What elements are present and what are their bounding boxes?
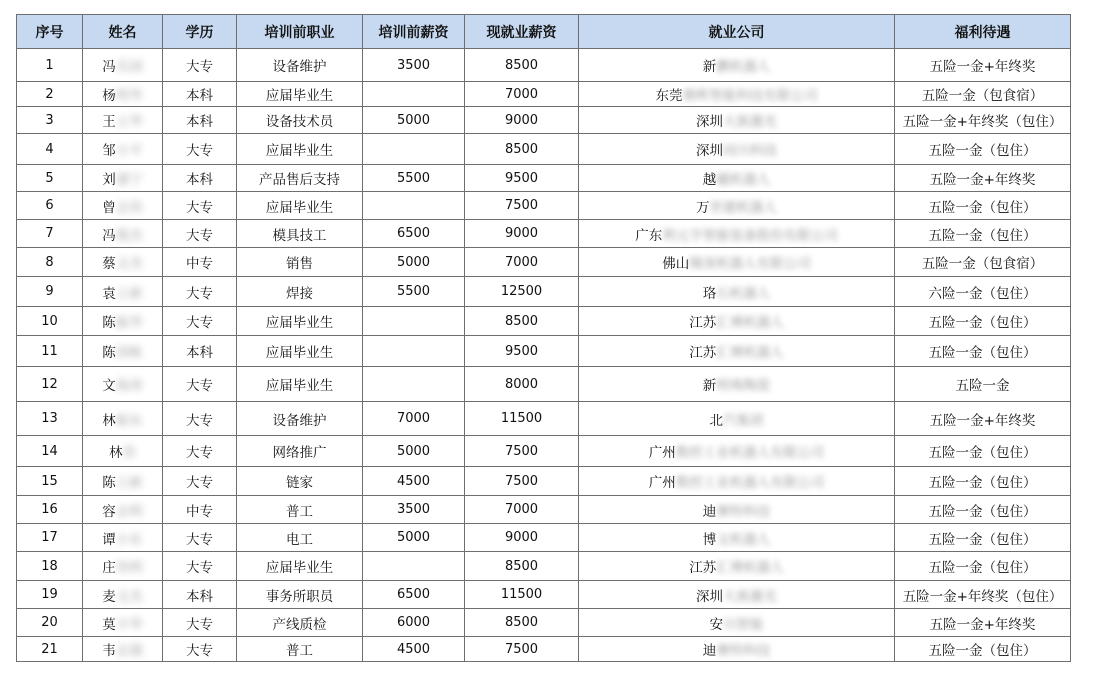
- cell-welfare: 五险一金（包住）: [895, 134, 1071, 165]
- cell-education: 大专: [163, 402, 237, 436]
- name-visible: 韦: [102, 643, 116, 659]
- cell-id: 2: [17, 82, 83, 107]
- table-row: [17, 165, 1071, 192]
- header-company: 就业公司: [579, 15, 895, 49]
- cell-name: [83, 82, 163, 107]
- company-visible: 深圳: [696, 588, 723, 605]
- name-visible: 林: [109, 445, 123, 461]
- cell-previous-job: 产品售后支持: [237, 165, 363, 192]
- name-visible: 蔡: [102, 256, 116, 272]
- cell-company: [579, 581, 895, 609]
- cell-welfare: 五险一金+年终奖（包住）: [895, 107, 1071, 134]
- name-visible: 庄: [102, 560, 116, 576]
- cell-education: 大专: [163, 367, 237, 402]
- cell-education: 本科: [163, 107, 237, 134]
- cell-id: 6: [17, 192, 83, 220]
- cell-previous-salary: 3500: [363, 49, 465, 82]
- cell-company: [579, 552, 895, 581]
- cell-education: 大专: [163, 134, 237, 165]
- cell-id: 16: [17, 496, 83, 524]
- company-visible: 新: [702, 59, 717, 75]
- cell-previous-job: 设备维护: [237, 402, 363, 436]
- cell-welfare: 五险一金（包住）: [895, 192, 1071, 220]
- cell-previous-job: 设备维护: [237, 49, 363, 82]
- cell-education: 中专: [163, 248, 237, 277]
- cell-company: [579, 49, 895, 82]
- cell-previous-salary: 5500: [363, 277, 465, 307]
- cell-id: 5: [17, 165, 83, 192]
- cell-previous-salary: [363, 552, 465, 581]
- cell-previous-salary: 4500: [363, 467, 465, 496]
- cell-name: [83, 467, 163, 496]
- cell-previous-job: 普工: [237, 496, 363, 524]
- cell-name: [83, 277, 163, 307]
- cell-current-salary: 8500: [465, 609, 579, 637]
- cell-current-salary: 7500: [465, 192, 579, 220]
- name-visible: 曾: [102, 199, 116, 216]
- table-row: [17, 496, 1071, 524]
- cell-company: [579, 496, 895, 524]
- cell-current-salary: 8500: [465, 134, 579, 165]
- name-visible: 袁: [102, 285, 116, 302]
- cell-name: [83, 336, 163, 367]
- cell-id: 3: [17, 107, 83, 134]
- cell-previous-job: 应届毕业生: [237, 307, 363, 336]
- table-row: [17, 402, 1071, 436]
- cell-name: [83, 192, 163, 220]
- cell-previous-salary: [363, 336, 465, 367]
- cell-welfare: 五险一金: [895, 367, 1071, 402]
- company-redacted: 疆机器人: [716, 172, 771, 188]
- cell-welfare: 五险一金（包住）: [895, 436, 1071, 467]
- cell-name: [83, 496, 163, 524]
- cell-id: 7: [17, 220, 83, 248]
- cell-company: [579, 402, 895, 436]
- cell-education: 大专: [163, 436, 237, 467]
- header-previous-salary: 培训前薪资: [363, 15, 465, 49]
- cell-previous-job: 应届毕业生: [237, 82, 363, 107]
- cell-name: [83, 552, 163, 581]
- name-redacted: 俊杰: [115, 227, 143, 244]
- name-visible: 文: [102, 378, 116, 394]
- cell-current-salary: 7000: [465, 496, 579, 524]
- table-row: [17, 107, 1071, 134]
- cell-previous-salary: 5000: [363, 436, 465, 467]
- cell-welfare: 五险一金（包住）: [895, 524, 1071, 552]
- cell-welfare: 五险一金+年终奖: [895, 402, 1071, 436]
- cell-id: 17: [17, 524, 83, 552]
- table-row: [17, 524, 1071, 552]
- cell-welfare: 五险一金（包住）: [895, 637, 1071, 662]
- name-redacted: 志明: [115, 503, 143, 520]
- cell-id: 19: [17, 581, 83, 609]
- cell-education: 大专: [163, 524, 237, 552]
- cell-previous-job: 模具技工: [237, 220, 363, 248]
- company-visible: 万: [696, 199, 710, 216]
- cell-company: [579, 107, 895, 134]
- company-visible: 江苏: [689, 315, 717, 331]
- cell-education: 大专: [163, 192, 237, 220]
- company-redacted: 数控工业机器人有限公司: [675, 445, 825, 461]
- company-visible: 博: [702, 531, 717, 548]
- cell-previous-salary: 4500: [363, 637, 465, 662]
- cell-previous-job: 销售: [237, 248, 363, 277]
- company-redacted: 利元亨智能装备股份有限公司: [662, 227, 838, 244]
- name-redacted: 小东: [115, 531, 143, 548]
- cell-previous-salary: 6000: [363, 609, 465, 637]
- cell-name: [83, 367, 163, 402]
- cell-previous-job: 链家: [237, 467, 363, 496]
- cell-current-salary: 8000: [465, 367, 579, 402]
- company-redacted: 文机器人: [716, 531, 771, 548]
- cell-current-salary: 8500: [465, 552, 579, 581]
- name-visible: 陈: [102, 345, 116, 361]
- cell-id: 13: [17, 402, 83, 436]
- company-visible: 深圳: [696, 143, 723, 159]
- cell-company: [579, 637, 895, 662]
- company-redacted: 明珠陶瓷: [716, 378, 771, 394]
- cell-name: [83, 581, 163, 609]
- cell-company: [579, 609, 895, 637]
- company-redacted: 汇博机器人: [716, 560, 784, 576]
- cell-welfare: 五险一金（包住）: [895, 552, 1071, 581]
- cell-id: 11: [17, 336, 83, 367]
- company-redacted: 汇博机器人: [716, 345, 784, 361]
- name-visible: 邹: [102, 143, 116, 159]
- cell-id: 1: [17, 49, 83, 82]
- company-visible: 北: [709, 412, 723, 429]
- cell-education: 本科: [163, 165, 237, 192]
- cell-name: [83, 49, 163, 82]
- cell-current-salary: 7500: [465, 637, 579, 662]
- cell-company: [579, 82, 895, 107]
- cell-previous-job: 应届毕业生: [237, 367, 363, 402]
- cell-current-salary: 7000: [465, 248, 579, 277]
- name-redacted: 立华: [115, 114, 143, 130]
- cell-name: [83, 637, 163, 662]
- header-id: 序号: [17, 15, 83, 49]
- company-redacted: 鼎晖智能科技有限公司: [682, 88, 818, 104]
- name-visible: 刘: [102, 172, 116, 188]
- name-redacted: 小平: [115, 143, 143, 159]
- cell-current-salary: 9500: [465, 165, 579, 192]
- cell-welfare: 五险一金+年终奖: [895, 165, 1071, 192]
- employment-table: [16, 14, 1071, 662]
- name-redacted: 海涛: [115, 378, 143, 394]
- cell-company: [579, 134, 895, 165]
- table-row: [17, 82, 1071, 107]
- cell-previous-salary: 5000: [363, 248, 465, 277]
- company-visible: 广州: [648, 475, 676, 491]
- table-row: [17, 49, 1071, 82]
- cell-current-salary: 12500: [465, 277, 579, 307]
- cell-previous-salary: [363, 192, 465, 220]
- table-row: [17, 436, 1071, 467]
- cell-previous-salary: 5000: [363, 107, 465, 134]
- company-redacted: 赛特科技: [716, 503, 771, 520]
- name-visible: 杨: [102, 88, 116, 104]
- cell-previous-salary: 7000: [363, 402, 465, 436]
- employment-table-container: [16, 14, 1071, 662]
- cell-company: [579, 248, 895, 277]
- name-visible: 冯: [102, 59, 116, 75]
- table-row: [17, 336, 1071, 367]
- cell-education: 大专: [163, 552, 237, 581]
- company-visible: 深圳: [696, 114, 723, 130]
- cell-previous-salary: [363, 134, 465, 165]
- cell-id: 9: [17, 277, 83, 307]
- name-redacted: 文杰: [115, 588, 143, 605]
- company-redacted: 汽集团: [723, 412, 764, 429]
- cell-name: [83, 134, 163, 165]
- cell-education: 中专: [163, 496, 237, 524]
- header-previous-job: 培训前职业: [237, 15, 363, 49]
- company-redacted: 大族激光: [723, 114, 777, 130]
- name-visible: 陈: [102, 475, 116, 491]
- name-redacted: 伟明: [115, 560, 143, 576]
- company-redacted: 川智能: [723, 616, 764, 633]
- company-visible: 东莞: [655, 88, 683, 104]
- name-visible: 容: [102, 503, 116, 520]
- cell-previous-job: 应届毕业生: [237, 336, 363, 367]
- header-welfare: 福利待遇: [895, 15, 1071, 49]
- name-redacted: 建宁: [115, 172, 143, 188]
- table-row: [17, 467, 1071, 496]
- cell-welfare: 五险一金+年终奖: [895, 609, 1071, 637]
- name-visible: 林: [102, 412, 116, 429]
- cell-current-salary: 11500: [465, 581, 579, 609]
- cell-name: [83, 436, 163, 467]
- name-visible: 谭: [102, 531, 116, 548]
- header-name: 姓名: [83, 15, 163, 49]
- company-visible: 广州: [648, 445, 676, 461]
- cell-previous-salary: 5000: [363, 524, 465, 552]
- name-redacted: 志强: [115, 643, 143, 659]
- cell-name: [83, 107, 163, 134]
- cell-id: 18: [17, 552, 83, 581]
- company-redacted: 大族激光: [723, 588, 777, 605]
- name-visible: 冯: [102, 227, 116, 244]
- cell-welfare: 六险一金（包住）: [895, 277, 1071, 307]
- cell-previous-job: 网络推广: [237, 436, 363, 467]
- header-row: [17, 15, 1071, 49]
- name-redacted: 浩: [122, 445, 136, 461]
- cell-id: 14: [17, 436, 83, 467]
- company-visible: 迪: [702, 643, 717, 659]
- cell-previous-salary: [363, 367, 465, 402]
- cell-welfare: 五险一金（包住）: [895, 220, 1071, 248]
- cell-previous-job: 焊接: [237, 277, 363, 307]
- cell-name: [83, 402, 163, 436]
- name-redacted: 明华: [115, 88, 143, 104]
- cell-name: [83, 165, 163, 192]
- cell-previous-job: 设备技术员: [237, 107, 363, 134]
- cell-name: [83, 220, 163, 248]
- name-redacted: 振东: [115, 412, 143, 429]
- cell-current-salary: 7500: [465, 467, 579, 496]
- cell-previous-salary: [363, 307, 465, 336]
- cell-id: 15: [17, 467, 83, 496]
- company-visible: 迪: [702, 503, 717, 520]
- name-redacted: 少华: [115, 616, 143, 633]
- company-visible: 安: [709, 616, 723, 633]
- cell-id: 20: [17, 609, 83, 637]
- company-redacted: 同川科技: [723, 143, 777, 159]
- name-visible: 王: [102, 114, 116, 130]
- company-redacted: 石机器人: [716, 285, 771, 302]
- cell-education: 大专: [163, 49, 237, 82]
- cell-company: [579, 524, 895, 552]
- company-redacted: 数控工业机器人有限公司: [675, 475, 825, 491]
- cell-education: 大专: [163, 609, 237, 637]
- table-row: [17, 637, 1071, 662]
- cell-welfare: 五险一金+年终奖: [895, 49, 1071, 82]
- cell-current-salary: 9500: [465, 336, 579, 367]
- company-visible: 新: [702, 378, 717, 394]
- cell-company: [579, 277, 895, 307]
- cell-company: [579, 467, 895, 496]
- cell-previous-salary: [363, 82, 465, 107]
- company-visible: 江苏: [689, 345, 717, 361]
- cell-current-salary: 11500: [465, 402, 579, 436]
- company-visible: 越: [702, 172, 717, 188]
- table-row: [17, 220, 1071, 248]
- name-redacted: 立新: [115, 285, 143, 302]
- cell-previous-salary: 6500: [363, 220, 465, 248]
- name-redacted: 志伟: [115, 199, 143, 216]
- table-row: [17, 609, 1071, 637]
- cell-previous-job: 应届毕业生: [237, 192, 363, 220]
- cell-education: 大专: [163, 637, 237, 662]
- company-visible: 江苏: [689, 560, 717, 576]
- cell-education: 本科: [163, 82, 237, 107]
- table-row: [17, 134, 1071, 165]
- cell-welfare: 五险一金（包住）: [895, 467, 1071, 496]
- cell-welfare: 五险一金（包食宿）: [895, 248, 1071, 277]
- cell-current-salary: 7500: [465, 436, 579, 467]
- name-redacted: 乐园: [115, 59, 143, 75]
- name-redacted: 国栋: [115, 345, 143, 361]
- table-row: [17, 248, 1071, 277]
- table-body: [17, 49, 1071, 662]
- table-row: [17, 277, 1071, 307]
- cell-welfare: 五险一金（包住）: [895, 496, 1071, 524]
- cell-name: [83, 307, 163, 336]
- cell-previous-job: 电工: [237, 524, 363, 552]
- cell-current-salary: 8500: [465, 307, 579, 336]
- header-education: 学历: [163, 15, 237, 49]
- cell-current-salary: 8500: [465, 49, 579, 82]
- table-row: [17, 552, 1071, 581]
- cell-current-salary: 9000: [465, 220, 579, 248]
- table-row: [17, 367, 1071, 402]
- cell-current-salary: 7000: [465, 82, 579, 107]
- cell-current-salary: 9000: [465, 524, 579, 552]
- company-redacted: 隆深机器人有限公司: [689, 256, 811, 272]
- cell-welfare: 五险一金（包住）: [895, 307, 1071, 336]
- cell-company: [579, 165, 895, 192]
- cell-education: 大专: [163, 277, 237, 307]
- company-visible: 广东: [635, 227, 663, 244]
- name-visible: 麦: [102, 588, 116, 605]
- cell-welfare: 五险一金（包食宿）: [895, 82, 1071, 107]
- name-redacted: 文杰: [115, 256, 143, 272]
- cell-company: [579, 367, 895, 402]
- cell-previous-job: 应届毕业生: [237, 134, 363, 165]
- header-current-salary: 现就业薪资: [465, 15, 579, 49]
- company-visible: 珞: [702, 285, 717, 302]
- cell-previous-job: 普工: [237, 637, 363, 662]
- cell-id: 10: [17, 307, 83, 336]
- cell-previous-salary: 6500: [363, 581, 465, 609]
- cell-previous-salary: 5500: [363, 165, 465, 192]
- cell-name: [83, 609, 163, 637]
- table-row: [17, 581, 1071, 609]
- cell-education: 本科: [163, 336, 237, 367]
- cell-id: 8: [17, 248, 83, 277]
- cell-current-salary: 9000: [465, 107, 579, 134]
- name-visible: 陈: [102, 315, 116, 331]
- cell-name: [83, 524, 163, 552]
- name-visible: 莫: [102, 616, 116, 633]
- table-row: [17, 192, 1071, 220]
- cell-company: [579, 436, 895, 467]
- cell-previous-salary: 3500: [363, 496, 465, 524]
- cell-welfare: 五险一金（包住）: [895, 336, 1071, 367]
- name-redacted: 振华: [115, 315, 143, 331]
- table-row: [17, 307, 1071, 336]
- company-redacted: 赛特科技: [716, 643, 771, 659]
- company-visible: 佛山: [662, 256, 690, 272]
- cell-previous-job: 产线质检: [237, 609, 363, 637]
- cell-education: 本科: [163, 581, 237, 609]
- cell-previous-job: 应届毕业生: [237, 552, 363, 581]
- cell-name: [83, 248, 163, 277]
- cell-welfare: 五险一金+年终奖（包住）: [895, 581, 1071, 609]
- cell-id: 12: [17, 367, 83, 402]
- cell-education: 大专: [163, 467, 237, 496]
- company-redacted: 世德机器人: [709, 199, 777, 216]
- cell-id: 4: [17, 134, 83, 165]
- cell-education: 大专: [163, 220, 237, 248]
- company-redacted: 汇博机器人: [716, 315, 784, 331]
- name-redacted: 立新: [115, 475, 143, 491]
- cell-company: [579, 220, 895, 248]
- cell-previous-job: 事务所职员: [237, 581, 363, 609]
- cell-company: [579, 307, 895, 336]
- company-redacted: 鹏机器人: [716, 59, 771, 75]
- cell-company: [579, 336, 895, 367]
- cell-company: [579, 192, 895, 220]
- cell-id: 21: [17, 637, 83, 662]
- cell-education: 大专: [163, 307, 237, 336]
